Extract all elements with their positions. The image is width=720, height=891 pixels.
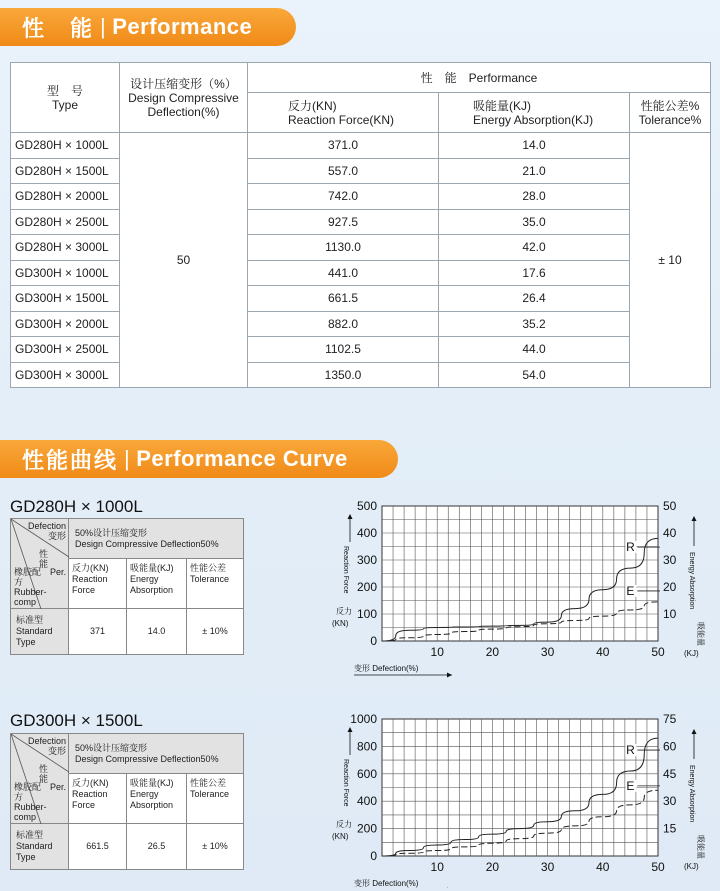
type-header xyxy=(11,63,120,133)
model-title: GD300H × 1500L xyxy=(10,711,143,730)
rubber-label-en: Rubber-comp xyxy=(14,587,47,607)
y2-tick-label: 30 xyxy=(663,794,677,809)
reaction-cell: 441.0 xyxy=(248,260,439,286)
reaction-header-zh: 反力(KN) xyxy=(288,98,337,113)
y2-axis-label-en: Energy Absorption xyxy=(688,552,695,610)
curve-banner-en: Performance Curve xyxy=(136,446,348,471)
energy-cell: 54.0 xyxy=(439,362,630,388)
energy-cell: 35.2 xyxy=(439,311,630,337)
table-row xyxy=(11,235,711,261)
performance-banner-en: Performance xyxy=(112,14,253,39)
y2-axis-label-zh: 吸能量 xyxy=(696,835,705,859)
design-header xyxy=(69,734,244,774)
deflection-label-en: Defection xyxy=(27,736,66,746)
reaction-header xyxy=(248,93,439,133)
tolerance-header xyxy=(630,93,711,133)
perf-label-zh: 性能 xyxy=(39,764,49,784)
energy-cell: 44.0 xyxy=(439,337,630,363)
chart-svg xyxy=(330,494,720,690)
energy-header-en: Energy Absorption(KJ) xyxy=(473,112,594,127)
energy-cell: 26.4 xyxy=(439,286,630,312)
curve-banner-zh: 性能曲线 xyxy=(22,447,119,473)
rubber-label-zh: 橡胶配方 xyxy=(14,567,42,587)
deflection-header-zh: 设计压缩变形（%） xyxy=(130,76,237,91)
standard-label-en2: Type xyxy=(16,637,36,647)
y-axis-label-en: Reaction Force xyxy=(342,759,349,807)
type-header-en: Type xyxy=(51,97,78,112)
reaction-header-en1: Reaction xyxy=(72,574,108,584)
type-cell: GD280H × 2500L xyxy=(11,209,120,235)
energy-header-zh: 吸能量(KJ) xyxy=(130,778,174,788)
performance-banner-zh: 性 能 xyxy=(22,15,95,41)
y2-axis-label-zh: 吸能量 xyxy=(696,622,705,646)
performance-banner xyxy=(0,8,296,46)
table-row xyxy=(11,184,711,210)
y-tick-label: 400 xyxy=(356,794,377,809)
x-tick-label: 20 xyxy=(485,860,500,874)
tolerance-header-en: Tolerance xyxy=(190,789,230,799)
table-row xyxy=(11,286,711,312)
reaction-cell: 742.0 xyxy=(248,184,439,210)
deflection-header-en2: Deflection(%) xyxy=(147,104,220,119)
tolerance-value: ± 10% xyxy=(187,609,244,655)
reaction-cell: 927.5 xyxy=(248,209,439,235)
chart-svg xyxy=(330,708,720,888)
reaction-cell: 1130.0 xyxy=(248,235,439,261)
reaction-header-en1: Reaction xyxy=(72,789,108,799)
rubber-label-zh: 橡胶配方 xyxy=(14,782,42,802)
y2-tick-label: 20 xyxy=(663,580,677,594)
deflection-label-zh: 变形 xyxy=(47,531,66,541)
standard-type-label xyxy=(11,824,69,870)
y-tick-label: 200 xyxy=(356,580,377,594)
performance-chart-1 xyxy=(330,494,720,690)
x-axis-label: 变形 Defection(%) xyxy=(354,879,419,888)
curve-banner xyxy=(0,440,398,478)
y2-tick-label: 15 xyxy=(663,821,677,836)
y2-axis-label-en: Energy Absorption xyxy=(688,765,695,823)
table-row xyxy=(11,209,711,235)
deflection-header xyxy=(120,63,248,133)
reaction-header-en2: Force xyxy=(72,585,96,595)
deflection-label xyxy=(28,521,66,541)
design-header-en: Design Compressive Deflection50% xyxy=(75,538,219,549)
x-tick-label: 50 xyxy=(651,645,665,659)
energy-cell: 14.0 xyxy=(439,133,630,159)
energy-header xyxy=(127,774,187,824)
energy-cell: 21.0 xyxy=(439,158,630,184)
energy-header-en1: Energy xyxy=(130,789,159,799)
x-axis-label: 变形 Defection(%) xyxy=(354,664,419,673)
energy-header-zh: 吸能量(KJ) xyxy=(473,98,531,113)
energy-value: 14.0 xyxy=(127,609,187,655)
type-header-zh: 型 号 xyxy=(46,83,83,98)
y-axis-label-en: Reaction Force xyxy=(342,546,349,594)
reaction-header-zh: 反力(KN) xyxy=(72,778,109,788)
reaction-cell: 1102.5 xyxy=(248,337,439,363)
tolerance-header xyxy=(187,559,244,609)
banner-separator: | xyxy=(100,14,107,39)
y2-axis-arrowhead xyxy=(692,729,697,734)
y-axis-label-unit: (KN) xyxy=(332,832,349,841)
reaction-cell: 661.5 xyxy=(248,286,439,312)
type-cell: GD280H × 2000L xyxy=(11,184,120,210)
energy-cell: 17.6 xyxy=(439,260,630,286)
reaction-header-en2: Force xyxy=(72,800,96,810)
type-cell: GD300H × 1500L xyxy=(11,286,120,312)
design-header xyxy=(69,519,244,559)
tolerance-header-en: Tolerance% xyxy=(638,112,702,127)
x-tick-label: 20 xyxy=(485,645,500,659)
diagonal-header xyxy=(11,734,69,824)
y2-axis-label-unit: (KJ) xyxy=(684,862,699,871)
standard-label-en1: Standard xyxy=(16,626,53,636)
model-spec-table xyxy=(10,733,244,870)
deflection-label-zh: 变形 xyxy=(47,746,66,756)
type-cell: GD280H × 1000L xyxy=(11,133,120,159)
series-label-e: E xyxy=(626,778,635,793)
x-tick-label: 40 xyxy=(596,860,610,874)
deflection-header-en1: Design Compressive xyxy=(128,90,239,105)
y-axis-arrowhead xyxy=(348,727,353,732)
table-row xyxy=(11,158,711,184)
performance-table xyxy=(10,62,711,388)
y-tick-label: 200 xyxy=(356,821,377,836)
y2-tick-label: 60 xyxy=(663,739,677,754)
reaction-value: 371 xyxy=(69,609,127,655)
y-tick-label: 0 xyxy=(370,634,377,648)
standard-label-zh: 标准型 xyxy=(16,615,44,625)
standard-label-zh: 标准型 xyxy=(16,830,44,840)
y-axis-label-zh: 反力 xyxy=(336,607,352,616)
y-tick-label: 1000 xyxy=(350,712,377,726)
type-cell: GD300H × 2000L xyxy=(11,311,120,337)
x-tick-label: 50 xyxy=(651,860,665,874)
y-tick-label: 0 xyxy=(370,849,377,863)
diagonal-header xyxy=(11,519,69,609)
y-tick-label: 800 xyxy=(356,739,377,754)
energy-cell: 35.0 xyxy=(439,209,630,235)
reaction-header-zh: 反力(KN) xyxy=(72,563,109,573)
tolerance-value: ± 10 xyxy=(630,133,711,388)
x-axis-arrowhead xyxy=(447,673,452,678)
energy-cell: 28.0 xyxy=(439,184,630,210)
tolerance-value: ± 10% xyxy=(187,824,244,870)
y2-tick-label: 45 xyxy=(663,766,677,781)
tolerance-header xyxy=(187,774,244,824)
design-header-zh: 50%设计压缩变形 xyxy=(75,527,148,538)
y-tick-label: 300 xyxy=(356,553,377,567)
y-axis-label-unit: (KN) xyxy=(332,619,349,628)
x-tick-label: 10 xyxy=(430,645,444,659)
model-spec-table xyxy=(10,518,244,655)
x-tick-label: 40 xyxy=(596,645,610,659)
standard-type-label xyxy=(11,609,69,655)
perf-label-zh: 性能 xyxy=(39,549,49,569)
energy-header-en2: Absorption xyxy=(130,800,174,810)
x-tick-label: 30 xyxy=(540,860,555,874)
table-row xyxy=(11,260,711,286)
tolerance-header-zh: 性能公差% xyxy=(640,98,700,113)
y2-tick-label: 30 xyxy=(663,553,677,567)
performance-group-header: 性 能 Performance xyxy=(248,63,711,93)
reaction-cell: 557.0 xyxy=(248,158,439,184)
y-tick-label: 100 xyxy=(356,607,377,621)
series-label-e: E xyxy=(626,583,635,598)
series-label-r: R xyxy=(626,540,635,555)
type-cell: GD300H × 2500L xyxy=(11,337,120,363)
x-tick-label: 30 xyxy=(540,645,555,659)
x-tick-label: 10 xyxy=(430,860,444,874)
type-cell: GD300H × 1000L xyxy=(11,260,120,286)
standard-label-en2: Type xyxy=(16,852,36,862)
reaction-header-en: Reaction Force(KN) xyxy=(288,112,395,127)
standard-label-en1: Standard xyxy=(16,841,53,851)
perf-label-en: Per. xyxy=(49,567,66,577)
reaction-header xyxy=(69,774,127,824)
y-tick-label: 400 xyxy=(356,526,377,540)
design-header-zh: 50%设计压缩变形 xyxy=(75,742,148,753)
deflection-label-en: Defection xyxy=(27,521,66,531)
banner-separator: | xyxy=(124,446,131,471)
y-axis-arrowhead xyxy=(348,514,353,519)
y-axis-label-zh: 反力 xyxy=(336,820,352,829)
design-header-en: Design Compressive Deflection50% xyxy=(75,753,219,764)
x-axis-arrowhead xyxy=(447,888,452,889)
reaction-cell: 882.0 xyxy=(248,311,439,337)
energy-header-en1: Energy xyxy=(130,574,159,584)
deflection-label xyxy=(28,736,66,756)
type-cell: GD280H × 3000L xyxy=(11,235,120,261)
model-title: GD280H × 1000L xyxy=(10,497,143,516)
reaction-cell: 1350.0 xyxy=(248,362,439,388)
table-row xyxy=(11,133,711,159)
tolerance-header-zh: 性能公差 xyxy=(190,563,227,573)
y-tick-label: 500 xyxy=(356,499,377,513)
tolerance-header-en: Tolerance xyxy=(190,574,230,584)
energy-header xyxy=(439,93,630,133)
energy-value: 26.5 xyxy=(127,824,187,870)
table-row xyxy=(11,311,711,337)
y2-tick-label: 40 xyxy=(663,526,677,540)
y-tick-label: 600 xyxy=(356,766,377,781)
energy-header-en2: Absorption xyxy=(130,585,174,595)
type-cell: GD280H × 1500L xyxy=(11,158,120,184)
y2-axis-arrowhead xyxy=(692,516,697,521)
y2-tick-label: 10 xyxy=(663,607,677,621)
energy-header-zh: 吸能量(KJ) xyxy=(130,563,174,573)
type-cell: GD300H × 3000L xyxy=(11,362,120,388)
perf-label-en: Per. xyxy=(49,782,66,792)
energy-cell: 42.0 xyxy=(439,235,630,261)
performance-chart-2 xyxy=(330,708,720,888)
table-row xyxy=(11,362,711,388)
reaction-value: 661.5 xyxy=(69,824,127,870)
y2-tick-label: 50 xyxy=(663,499,677,513)
table-row xyxy=(11,337,711,363)
reaction-header xyxy=(69,559,127,609)
tolerance-header-zh: 性能公差 xyxy=(190,778,227,788)
deflection-value: 50 xyxy=(120,133,248,388)
y2-axis-label-unit: (KJ) xyxy=(684,649,699,658)
y2-tick-label: 75 xyxy=(663,712,677,726)
series-label-r: R xyxy=(626,743,635,758)
rubber-label-en: Rubber-comp xyxy=(14,802,47,822)
reaction-cell: 371.0 xyxy=(248,133,439,159)
energy-header xyxy=(127,559,187,609)
